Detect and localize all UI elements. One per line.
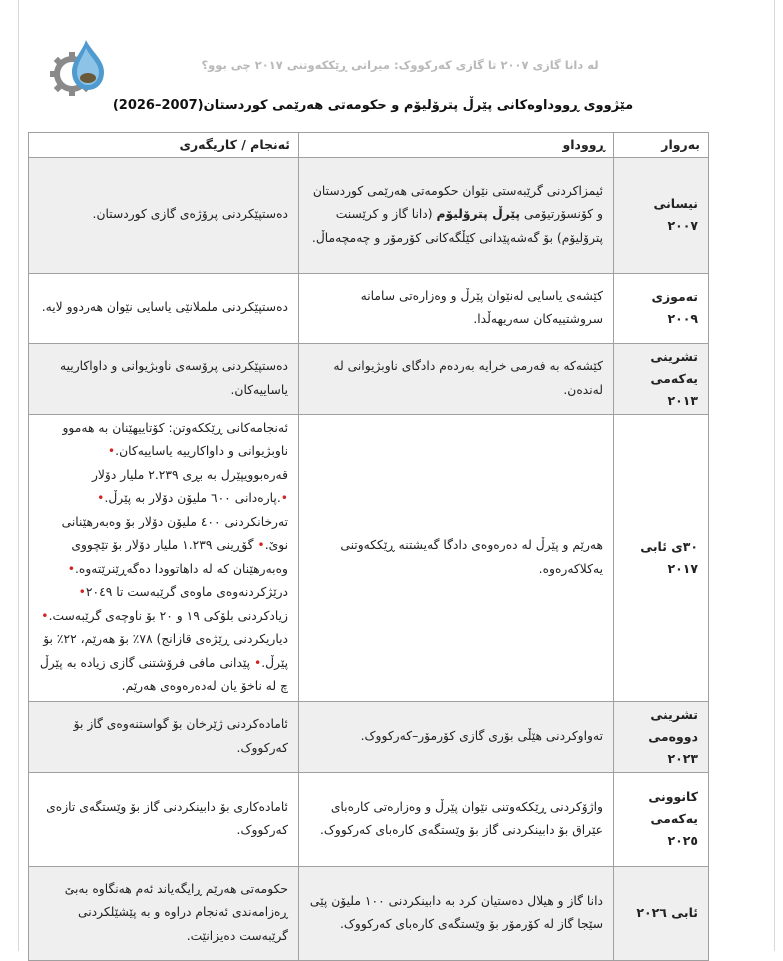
document-title: مێژووی ڕووداوەکانی پێرڵ پترۆلیۆم و حکومەتی هەرێمی کوردستان(2007–2026) [112,98,634,113]
bullet-dot: • [97,491,105,505]
bullet-dot: • [78,585,86,599]
row-date: تەموزی ٢٠٠٩ [614,273,709,343]
row-event: هەرێم و پێرڵ لە دەرەوەی دادگا گەیشتنە ڕێککەوتنی یەکلاکەرەوە. [299,414,614,701]
row-result: ئامادەکاری بۆ دابینکردنی گاز بۆ وێستگەی تازەی کەرکووک. [29,772,299,866]
row-date: ٣٠ی ئابی ٢٠١٧ [614,414,709,701]
row-result: دەستپێکردنی پرۆژەی گازی کوردستان. [29,157,299,273]
table-row [29,273,709,343]
row-result: ئامادەکردنی ژێرخان بۆ گواستنەوەی گاز بۆ کەرکووک. [29,701,299,772]
table-row [29,157,709,273]
row-event: دانا گاز و هیلال دەستیان کرد بە دابینکردنی ١٠٠ ملیۆن پێی سێجا گاز لە کۆرمۆر بۆ وێستگەی کارەبای کەرکووک. [299,866,614,960]
bullet-dot: • [107,444,116,458]
table-row [29,772,709,866]
row-date: ئابی ٢٠٢٦ [614,866,709,960]
header-result: ئەنجام / کاریگەری [29,133,299,158]
row-event: کێشەی یاسایی لەنێوان پێرڵ و وەزارەتی سامانە سروشتییەکان سەریهەڵدا. [299,273,614,343]
row-result: حکومەتی هەرێم ڕایگەیاند ئەم هەنگاوە بەبێ ڕەزامەندی ئەنجام دراوە و بە پێشێلکردنی گرێبەست دەیزانێت. [29,866,299,960]
row-date: تشرینی یەکەمی ٢٠١٣ [614,343,709,414]
row-event: کێشەکە بە فەرمی خرایە بەردەم دادگای ناوبژیوانی لە لەندەن. [299,343,614,414]
events-table [28,132,709,961]
bullet-dot: • [41,608,49,623]
row-date: نیسانی ٢٠٠٧ [614,157,709,273]
bullet-dot: • [67,561,76,576]
table-row [29,414,709,701]
row-event: ئیمزاکردنی گرێبەستی نێوان حکومەتی هەرێمی کوردستان و کۆنسۆرتیۆمی پێرڵ پترۆلیۆم (دانا گاز و کرێسنت پترۆلیۆم) بۆ گەشەپێدانی کێڵگەکانی کۆرمۆر و چەمچەماڵ. [299,157,614,273]
row-date: تشرینی دووەمی ٢٠٢٣ [614,701,709,772]
page-header-title: لە دانا گازی ٢٠٠٧ تا گازی کەرکووک: میراتی ڕێککەوتنی ٢٠١٧ چی بوو؟ [201,58,599,72]
row-event: واژۆکردنی ڕێککەوتنی نێوان پێرڵ و وەزارەتی کارەبای عێراق بۆ دابینکردنی گاز بۆ وێستگەی کارەبای کەرکووک. [299,772,614,866]
row-result: ئەنجامەکانی ڕێککەوتن: کۆتاییهێنان بە هەموو ناوبژیوانی و داواکارییە یاساییەکان.• قەرەبوویپێرل بە بڕی ٢.٢٣٩ ملیار دۆلار •.پارەدانی ٦٠٠ ملیۆن دۆلار بە پێرڵ.• تەرخانکردنی ٤٠٠ ملیۆن دۆلار بۆ وەبەرهێنانی نوێ.• گۆڕینی ١.٢٣٩ ملیار دۆلار بۆ تێچووی وەبەرهێنان کە لە داهاتوودا دەگەڕێنرێتەوە.• درێژکردنەوەی ماوەی گرێبەست تا ٢٠٤٩• زیادکردنی بلۆکی ١٩ و ٢٠ بۆ ناوچەی گرێبەست.• دیاریکردنی ڕێژەی قازانج) ٧٨٪ بۆ هەرێم، ٢٢٪ بۆ پێرڵ.• پێدانی مافی فرۆشتنی گازی زیادە بە پێرڵ چ لە ناخۆ یان لەدەرەوەی هەرێم. [29,414,299,701]
row-date: کانوونی یەکەمی ٢٠٢٥ [614,772,709,866]
oil-drop-gear-logo [42,38,112,98]
row-result: دەستپێکردنی ململانێی یاسایی نێوان هەردوو لایە. [29,273,299,343]
bullet-dot: • [257,538,265,552]
table-row [29,866,709,960]
table-row [29,701,709,772]
bullet-dot: • [253,655,262,670]
pearl-petroleum-name: پێرڵ پترۆلیۆم [436,207,521,222]
table-header-row [29,133,709,158]
table-row [29,343,709,414]
header-date: بەروار [614,133,709,158]
row-result: دەستپێکردنی پرۆسەی ناوبژیوانی و داواکارییە یاساییەکان. [29,343,299,414]
header-event: ڕووداو [299,133,614,158]
bullet-dot: • [280,491,288,505]
row-event: تەواوکردنی هێڵی بۆری گازی کۆرمۆر–کەرکووک. [299,701,614,772]
